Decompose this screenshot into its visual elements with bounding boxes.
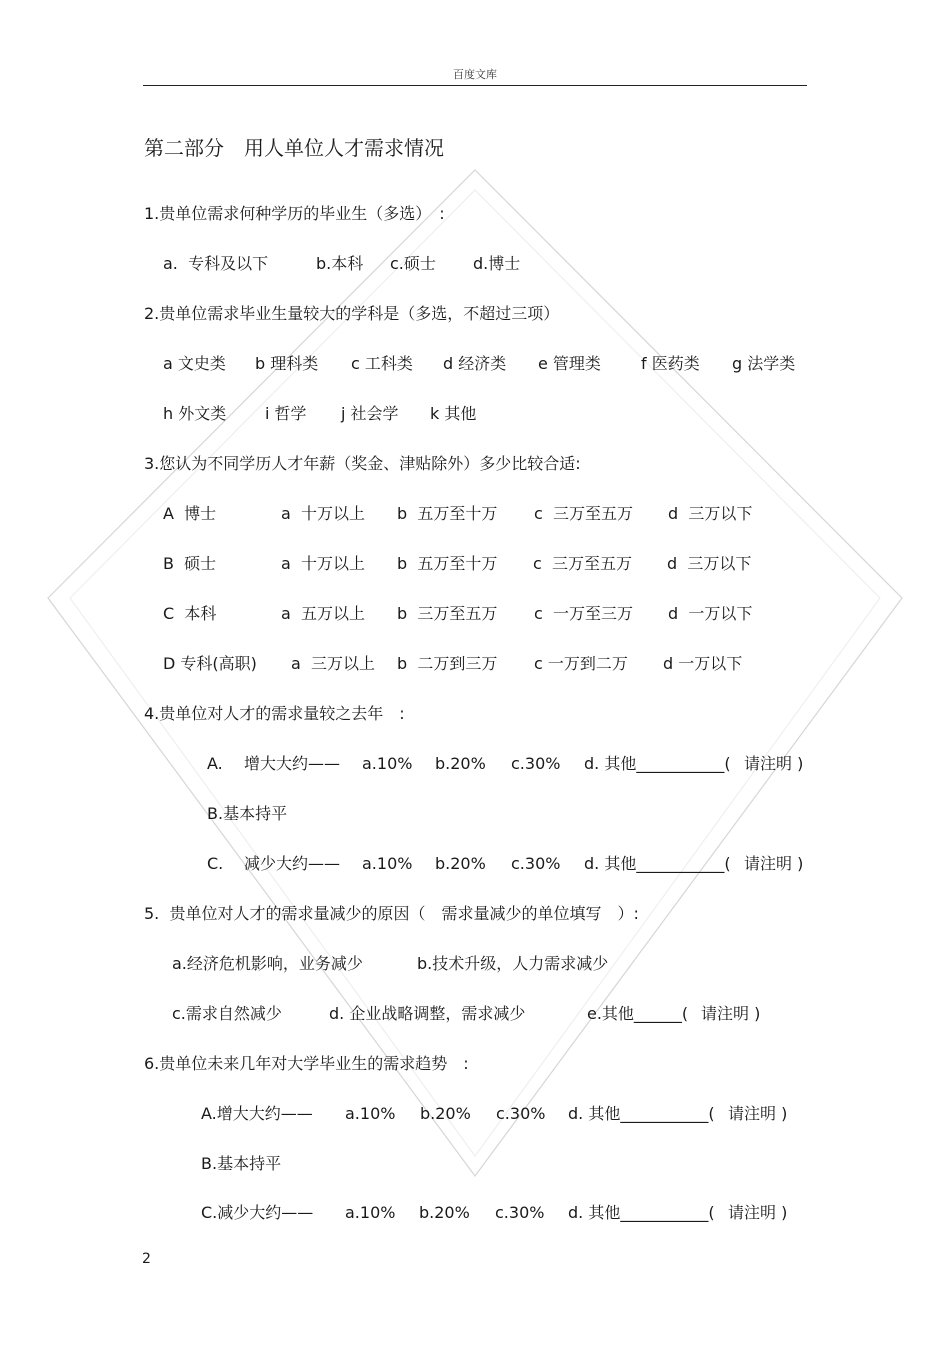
q6-option-note: 请注明 ) <box>728 1203 788 1222</box>
q2-option: d 经济类 <box>443 354 507 373</box>
q3-row-label: D 专科(高职) <box>163 654 257 673</box>
q4-option: a.10% <box>362 854 413 873</box>
q2-option: k 其他 <box>430 404 477 423</box>
q6-option-c-text: C.减少大约—— <box>201 1203 314 1222</box>
q5-option: b.技术升级，人力需求减少 <box>417 954 609 973</box>
q3-option: d 三万以下 <box>668 504 753 523</box>
q6-option: b.20% <box>420 1104 471 1123</box>
q3-option: d 一万以下 <box>668 604 753 623</box>
q3-option: d 三万以下 <box>667 554 752 573</box>
q4-option-other: d. 其他___________( <box>584 854 731 873</box>
q3-option: b 二万到三万 <box>397 654 498 673</box>
q5-option: c.需求自然减少 <box>172 1004 282 1023</box>
q4-question: 4.贵单位对人才的需求量较之去年 : <box>144 704 405 723</box>
q4-option: c.30% <box>511 754 561 773</box>
q3-option: d 一万以下 <box>663 654 743 673</box>
q1-option-b: b.本科 <box>316 254 364 273</box>
q4-option: a.10% <box>362 754 413 773</box>
q3-option: c 一万到二万 <box>534 654 628 673</box>
q3-option: a 十万以上 <box>281 504 365 523</box>
q4-option-note: 请注明 ) <box>744 854 804 873</box>
q1-option-c: c.硕士 <box>390 254 436 273</box>
q4-option: b.20% <box>435 754 486 773</box>
q6-option-note: 请注明 ) <box>728 1104 788 1123</box>
q2-option: e 管理类 <box>538 354 601 373</box>
q4-option-c-text: 减少大约—— <box>244 854 341 873</box>
q4-option-note: 请注明 ) <box>744 754 804 773</box>
q3-option: c 一万至三万 <box>534 604 633 623</box>
q3-row-label: A 博士 <box>163 504 217 523</box>
q3-option: b 五万至十万 <box>397 504 498 523</box>
q6-option-b: B.基本持平 <box>201 1154 282 1173</box>
q2-option: b 理科类 <box>255 354 319 373</box>
q2-option: f 医药类 <box>641 354 700 373</box>
q3-question: 3.您认为不同学历人才年薪（奖金、津贴除外）多少比较合适: <box>144 454 581 473</box>
q6-option: b.20% <box>419 1203 470 1222</box>
q5-option: a.经济危机影响，业务减少 <box>172 954 363 973</box>
q1-question: 1.贵单位需求何种学历的毕业生（多选） : <box>144 204 445 223</box>
q6-option: c.30% <box>496 1104 546 1123</box>
page-number: 2 <box>142 1251 151 1267</box>
q4-option: c.30% <box>511 854 561 873</box>
q6-option-a-text: A.增大大约—— <box>201 1104 313 1123</box>
q1-option-d: d.博士 <box>473 254 521 273</box>
q4-option-other: d. 其他___________( <box>584 754 731 773</box>
q4-option-a-label: A. <box>207 754 223 773</box>
q3-option: a 十万以上 <box>281 554 365 573</box>
section-title: 第二部分 用人单位人才需求情况 <box>144 136 444 160</box>
q6-question: 6.贵单位未来几年对大学毕业生的需求趋势 : <box>144 1054 469 1073</box>
q6-option-other: d. 其他___________( <box>568 1203 715 1222</box>
q2-option: g 法学类 <box>732 354 796 373</box>
q4-option-a-text: 增大大约—— <box>244 754 341 773</box>
q6-option: c.30% <box>495 1203 545 1222</box>
q5-option: d. 企业战略调整，需求减少 <box>329 1004 526 1023</box>
q5-option-note: 请注明 ) <box>701 1004 761 1023</box>
header-rule <box>143 85 807 86</box>
q3-option: a 五万以上 <box>281 604 365 623</box>
q3-option: a 三万以上 <box>291 654 375 673</box>
q3-option: b 五万至十万 <box>397 554 498 573</box>
q3-option: c 三万至五万 <box>534 504 633 523</box>
q4-option-c-label: C. <box>207 854 224 873</box>
q3-option: c 三万至五万 <box>533 554 632 573</box>
q6-option: a.10% <box>345 1104 396 1123</box>
q4-option: b.20% <box>435 854 486 873</box>
q2-option: a 文史类 <box>163 354 226 373</box>
q1-option-a: a. 专科及以下 <box>163 254 269 273</box>
q2-question: 2.贵单位需求毕业生量较大的学科是（多选，不超过三项） <box>144 304 560 323</box>
q2-option: j 社会学 <box>341 404 399 423</box>
q2-option: i 哲学 <box>265 404 307 423</box>
q6-option-other: d. 其他___________( <box>568 1104 715 1123</box>
q2-option: c 工科类 <box>351 354 413 373</box>
page-header: 百度文库 <box>453 68 497 81</box>
q5-question: 5. 贵单位对人才的需求量减少的原因（ 需求量减少的单位填写 ）: <box>144 904 639 923</box>
q2-option: h 外文类 <box>163 404 227 423</box>
q3-row-label: B 硕士 <box>163 554 217 573</box>
q4-option-b: B.基本持平 <box>207 804 288 823</box>
q5-option-other: e.其他______( <box>587 1004 689 1023</box>
q3-row-label: C 本科 <box>163 604 217 623</box>
q6-option: a.10% <box>345 1203 396 1222</box>
q3-option: b 三万至五万 <box>397 604 498 623</box>
